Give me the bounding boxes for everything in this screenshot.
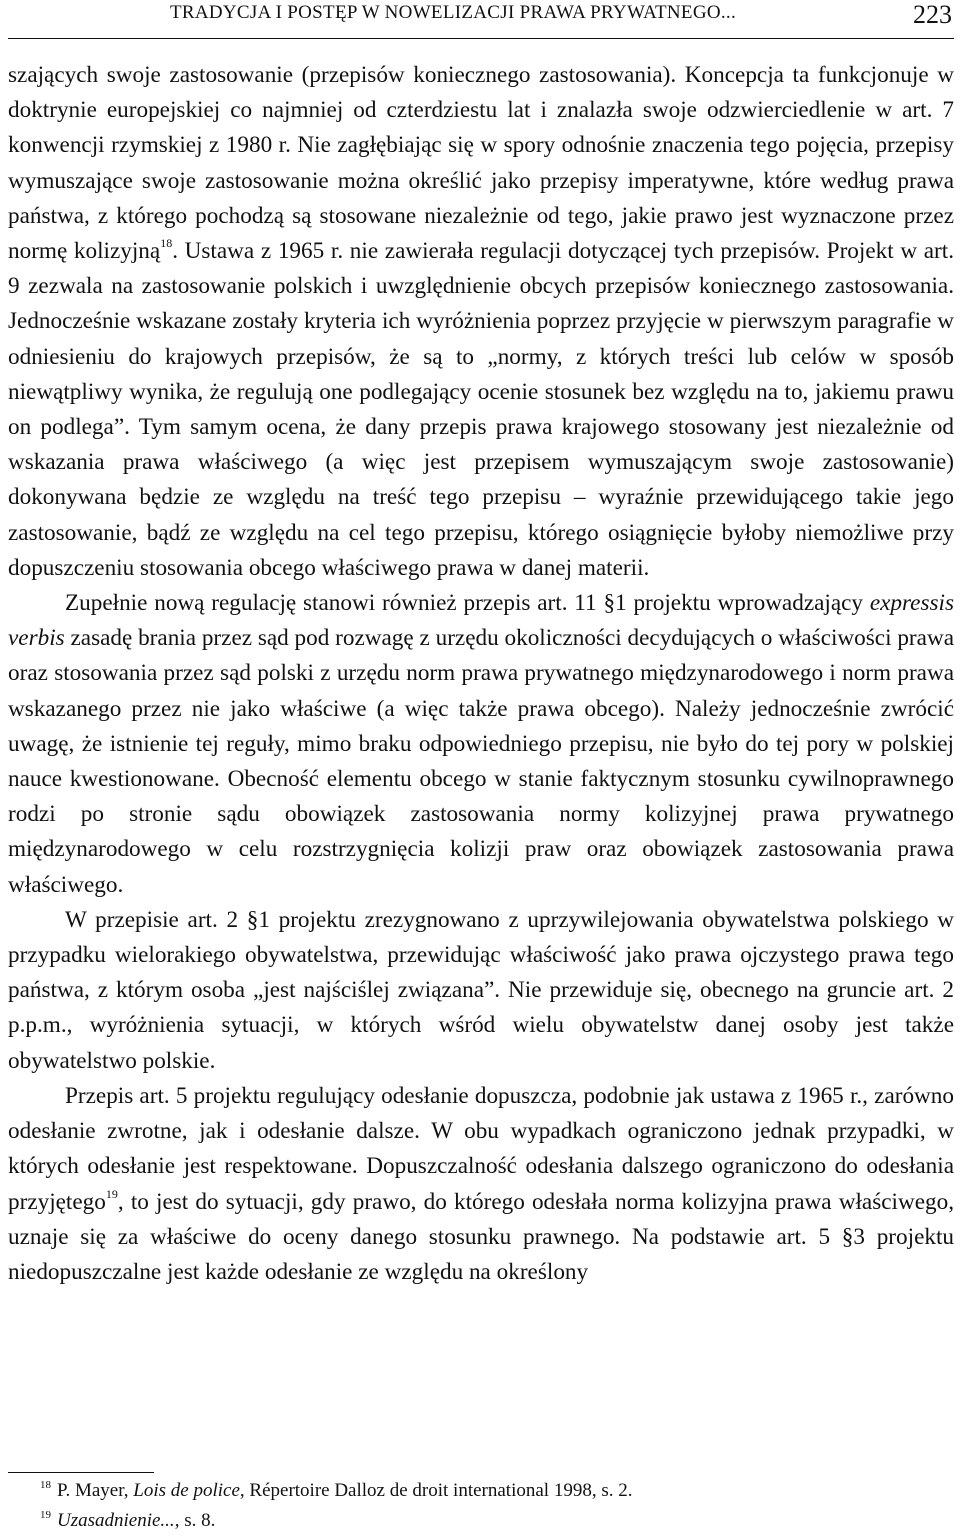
footnote-ref-19: 19 [105,1186,118,1201]
footnote-number: 19 [40,1509,51,1521]
paragraph-3: W przepisie art. 2 §1 projektu zrezygnowano z uprzywilejowania obywatelstwa polskiego w przypadku wielorakiego obywatelstwa, przewidując właściwość jako prawa ojczystego prawa tego państwa, z którym osoba „jest najściślej związana”. Nie przewiduje się, obecnego na gruncie art. 2 p.p.m., wyróżnienia sytuacji, w których wśród wielu obywatelstw danej osoby jest także obywatelstwo polskie. [8,906,954,1074]
body-text [8,58,954,1290]
footnote-text-pre: P. Mayer, [57,1480,134,1501]
footnote-separator [8,1472,154,1473]
document-page [8,0,954,1532]
paragraph-4-text-a: Przepis art. 5 projektu regulujący odesłanie dopuszcza, podobnie jak ustawa z 1965 r., zarówno odesłanie zwrotne, jak i odesłanie dalsze. W obu wypadkach ograniczono jednak przypadki, w których odesłanie jest respektowane. Dopuszczalność odesłania dalszego ograniczono do odesłania przyjętego [8,1082,954,1215]
paragraph-1-text-a: szających swoje zastosowanie (przepisów koniecznego zastosowania). Koncepcja ta funkcjonuje w doktrynie europejskiej co najmniej od czterdziestu lat i znalazła swoje odzwierciedlenie w art. 7 konwencji rzymskiej z 1980 r. Nie zagłębiając się w spory odnośnie znaczenia tego pojęcia, przepisy wymuszające swoje zastosowanie można określić jako przepisy imperatywne, które według prawa państwa, z którego pochodzą są stosowane niezależnie od tego, jakie prawo jest wyznaczone przez normę kolizyjną [8,62,954,265]
paragraph-1 [8,58,954,586]
paragraph-2-italic: expressis verbis [8,590,954,652]
footnote-italic: Lois de police [133,1480,240,1501]
paragraph-2 [8,586,954,903]
footnote-number: 18 [40,1479,51,1491]
footnotes [8,1476,954,1536]
page-number: 223 [913,0,952,29]
footnote-text-post: , s. 8. [174,1510,216,1531]
paragraph-4 [8,1079,954,1290]
paragraph-2-text-b: zasadę brania przez sąd pod rozwagę z urzędu okoliczności decydujących o właściwości prawa oraz stosowania przez sąd polski z urzędu norm prawa prywatnego międzynarodowego i norm prawa wskazanego przez nie jako właściwe (a więc także prawa obcego). Należy jednocześnie zwrócić uwagę, że istnienie tej reguły, mimo braku odpowiedniego przepisu, nie było do tej pory w polskiej nauce kwestionowane. Obecność elementu obcego w stanie faktycznym stosunku cywilnoprawnego rodzi po stronie sądu obowiązek zastosowania normy kolizyjnej prawa prywatnego międzynarodowego w celu rozstrzygnięcia kolizji praw oraz obowiązek zastosowania prawa właściwego. [8,625,954,898]
footnote-ref-18: 18 [160,236,173,251]
page-header [8,0,954,39]
footnote-italic: Uzasadnienie... [57,1510,175,1531]
paragraph-1-text-b: . Ustawa z 1965 r. nie zawierała regulacji dotyczącej tych przepisów. Projekt w art. 9 zezwala na zastosowanie polskich i uwzględnienie obcych przepisów koniecznego zastosowania. Jednocześnie wskazane zostały kryteria ich wyróżnienia poprzez przyjęcie w pierwszym paragrafie w odniesieniu do krajowych przepisów, że są to „normy, z których treści lub celów w sposób niewątpliwy wynika, że regulują one podlegający ocenie stosunek bez względu na to, jakiemu prawu on podlega”. Tym samym ocena, że dany przepis prawa krajowego stosowany jest niezależnie od wskazania prawa właściwego (a więc jest przepisem wymuszającym swoje zastosowanie) dokonywana będzie ze względu na treść tego przepisu – wyraźnie przewidującego takie jego zastosowanie, bądź ze względu na cel tego przepisu, którego osiągnięcie byłoby niemożliwe przy dopuszczeniu stosowania obcego właściwego prawa w danej materii. [8,238,954,581]
running-head: TRADYCJA I POSTĘP W NOWELIZACJI PRAWA PRYWATNEGO... [169,2,737,23]
paragraph-4-text-b: , to jest do sytuacji, gdy prawo, do którego odesłała norma kolizyjna prawa właściwego, uznaje się za właściwe do oceny danego stosunku prawnego. Na podstawie art. 5 §3 projektu niedopuszczalne jest każde odesłanie ze względu na określony [8,1188,954,1285]
footnote-text-post: , Répertoire Dalloz de droit international 1998, s. 2. [239,1480,633,1501]
footnote-18 [8,1476,954,1506]
paragraph-2-text-a: Zupełnie nową regulację stanowi również przepis art. 11 §1 projektu wprowadzający [65,590,870,617]
